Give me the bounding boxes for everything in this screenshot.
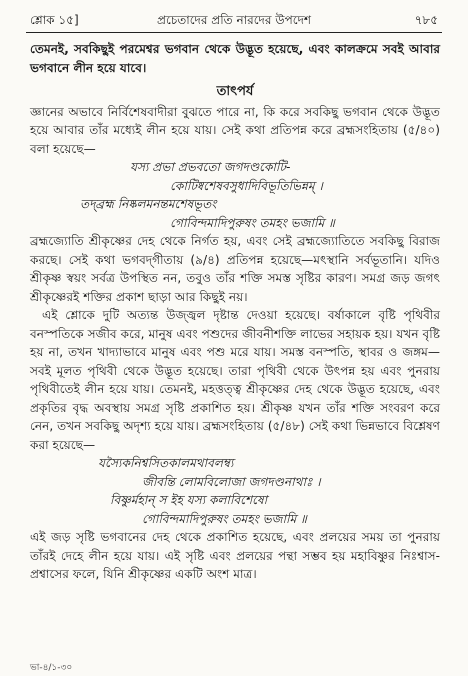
purport-paragraph-2: ব্রহ্মজ্যোতি শ্রীকৃষ্ণের দেহ থেকে নির্গত হয়, এবং সেই ব্রহ্মজ্যোতিতে সবকিছু বিরাজ করছে। সেই কথা ভগবদ্‌গীতায় (৯/৪) প্রতিপন্ন হয়েছে—মৎস্থানি সর্বভূতানি। যদিও শ্রীকৃষ্ণ স্বয়ং সর্বত্র উপস্থিত নন, তবুও তাঁর শক্তি সমস্ত সৃষ্টির কারণ। সমগ্র জড় জগৎ শ্রীকৃষ্ণেরই শক্তির প্রকাশ ছাড়া আর কিছুই নয়। <box>30 234 440 304</box>
page-body <box>30 40 440 584</box>
purport-paragraph-4: এই জড় সৃষ্টি ভগবানের দেহ থেকে প্রকাশিত হয়েছে, এবং প্রলয়ের সময় তা পুনরায় তাঁরই দেহে লীন হয়ে যায়। এই সৃষ্টি এবং প্রলয়ের পন্থা সম্ভব হয় মহাবিষ্ণুর নিঃশ্বাস-প্রশ্বাসের ফলে, যিনি শ্রীকৃষ্ণের একটি অংশ মাত্র। <box>30 530 440 581</box>
verse-line: গোবিন্দমাদিপুরুষং তমহং ভজামি ॥ <box>142 511 307 526</box>
chapter-title: প্রচেতাদের প্রতি নারদের উপদেশ <box>157 13 311 27</box>
verse-line: জীবন্তি লোমবিলোজা জগদণ্ডনাথাঃ । <box>142 474 321 489</box>
sanskrit-verse-1 <box>30 158 440 232</box>
verse-line: গোবিন্দমাদিপুরুষং তমহং ভজামি ॥ <box>170 215 335 230</box>
verse-line: যস্য প্রভা প্রভবতো জগদণ্ডকোটি- <box>130 160 291 174</box>
purport-heading: তাৎপর্য <box>216 84 254 99</box>
translation-text: তেমনই, সবকিছুই পরমেশ্বর ভগবান থেকে উদ্ভূত হয়েছে, এবং কালক্রমে সবই আবার ভগবানে লীন হয়ে যাবে। <box>30 42 440 75</box>
verse-line: কোটিষ্বশেষবসুধাদিবিভূতিভিন্নম্ । <box>170 178 323 193</box>
purport-paragraph-3: এই শ্লোকে দুটি অত্যন্ত উজ্জ্বল দৃষ্টান্ত দেওয়া হয়েছে। বর্ষাকালে বৃষ্টি পৃথিবীর বনস্পতিকে সজীব করে, মানুষ এবং পশুদের জীবনীশক্তি লাভের সহায়ক হয়। যখন বৃষ্টি হয় না, তখন খাদ্যাভাবে মানুষ এবং পশু মরে যায়। সমস্ত বনস্পতি, স্থাবর ও জঙ্গম—সবই মূলত পৃথিবী থেকে উদ্ভূত হয়েছে। তারা পৃথিবী থেকে উৎপন্ন হয় এবং পুনরায় পৃথিবীতেই লীন হয়ে যায়। তেমনই, মহত্তত্ত্ব শ্রীকৃষ্ণের দেহ থেকে উদ্ভূত হয়েছে, এবং প্রকৃতির বৃদ্ধ অবস্থায় সমগ্র সৃষ্টি প্রকাশিত হয়। শ্রীকৃষ্ণ যখন তাঁর শক্তি সংবরণ করে নেন, তখন সবকিছু অদৃশ্য হয়ে যায়। ব্রহ্মসংহিতায় (৫/৪৮) সেই কথা ভিন্নভাবে বিশ্লেষণ করা হয়েছে— <box>30 308 440 452</box>
verse-line: বিষ্ণুর্মহান্ স ইহ যস্য কলাবিশেষো <box>110 493 268 507</box>
verse-line: যস্যৈকনিশ্বসিতকালমথাবলম্ব্য <box>98 456 234 470</box>
page-footer: ভা-৪/১-৩০ <box>30 663 73 673</box>
sanskrit-verse-2 <box>30 454 440 528</box>
purport-paragraph-1: জ্ঞানের অভাবে নির্বিশেষবাদীরা বুঝতে পারে না, কি করে সবকিছু ভগবান থেকে উদ্ভূত হয়ে আবার তাঁর মধ্যেই লীন হয়ে যায়। সেই কথা প্রতিপন্ন করে ব্রহ্মসংহিতায় (৫/৪০) বলা হয়েছে— <box>30 104 440 156</box>
header-rule <box>26 32 442 33</box>
running-header <box>30 12 438 30</box>
page-number: ৭৮৫ <box>414 13 438 27</box>
verse-line: তদ্‌ব্রহ্ম নিষ্কলমনন্তমশেষভূতং <box>80 197 217 211</box>
verse-reference: শ্লোক ১৫] <box>30 13 79 27</box>
